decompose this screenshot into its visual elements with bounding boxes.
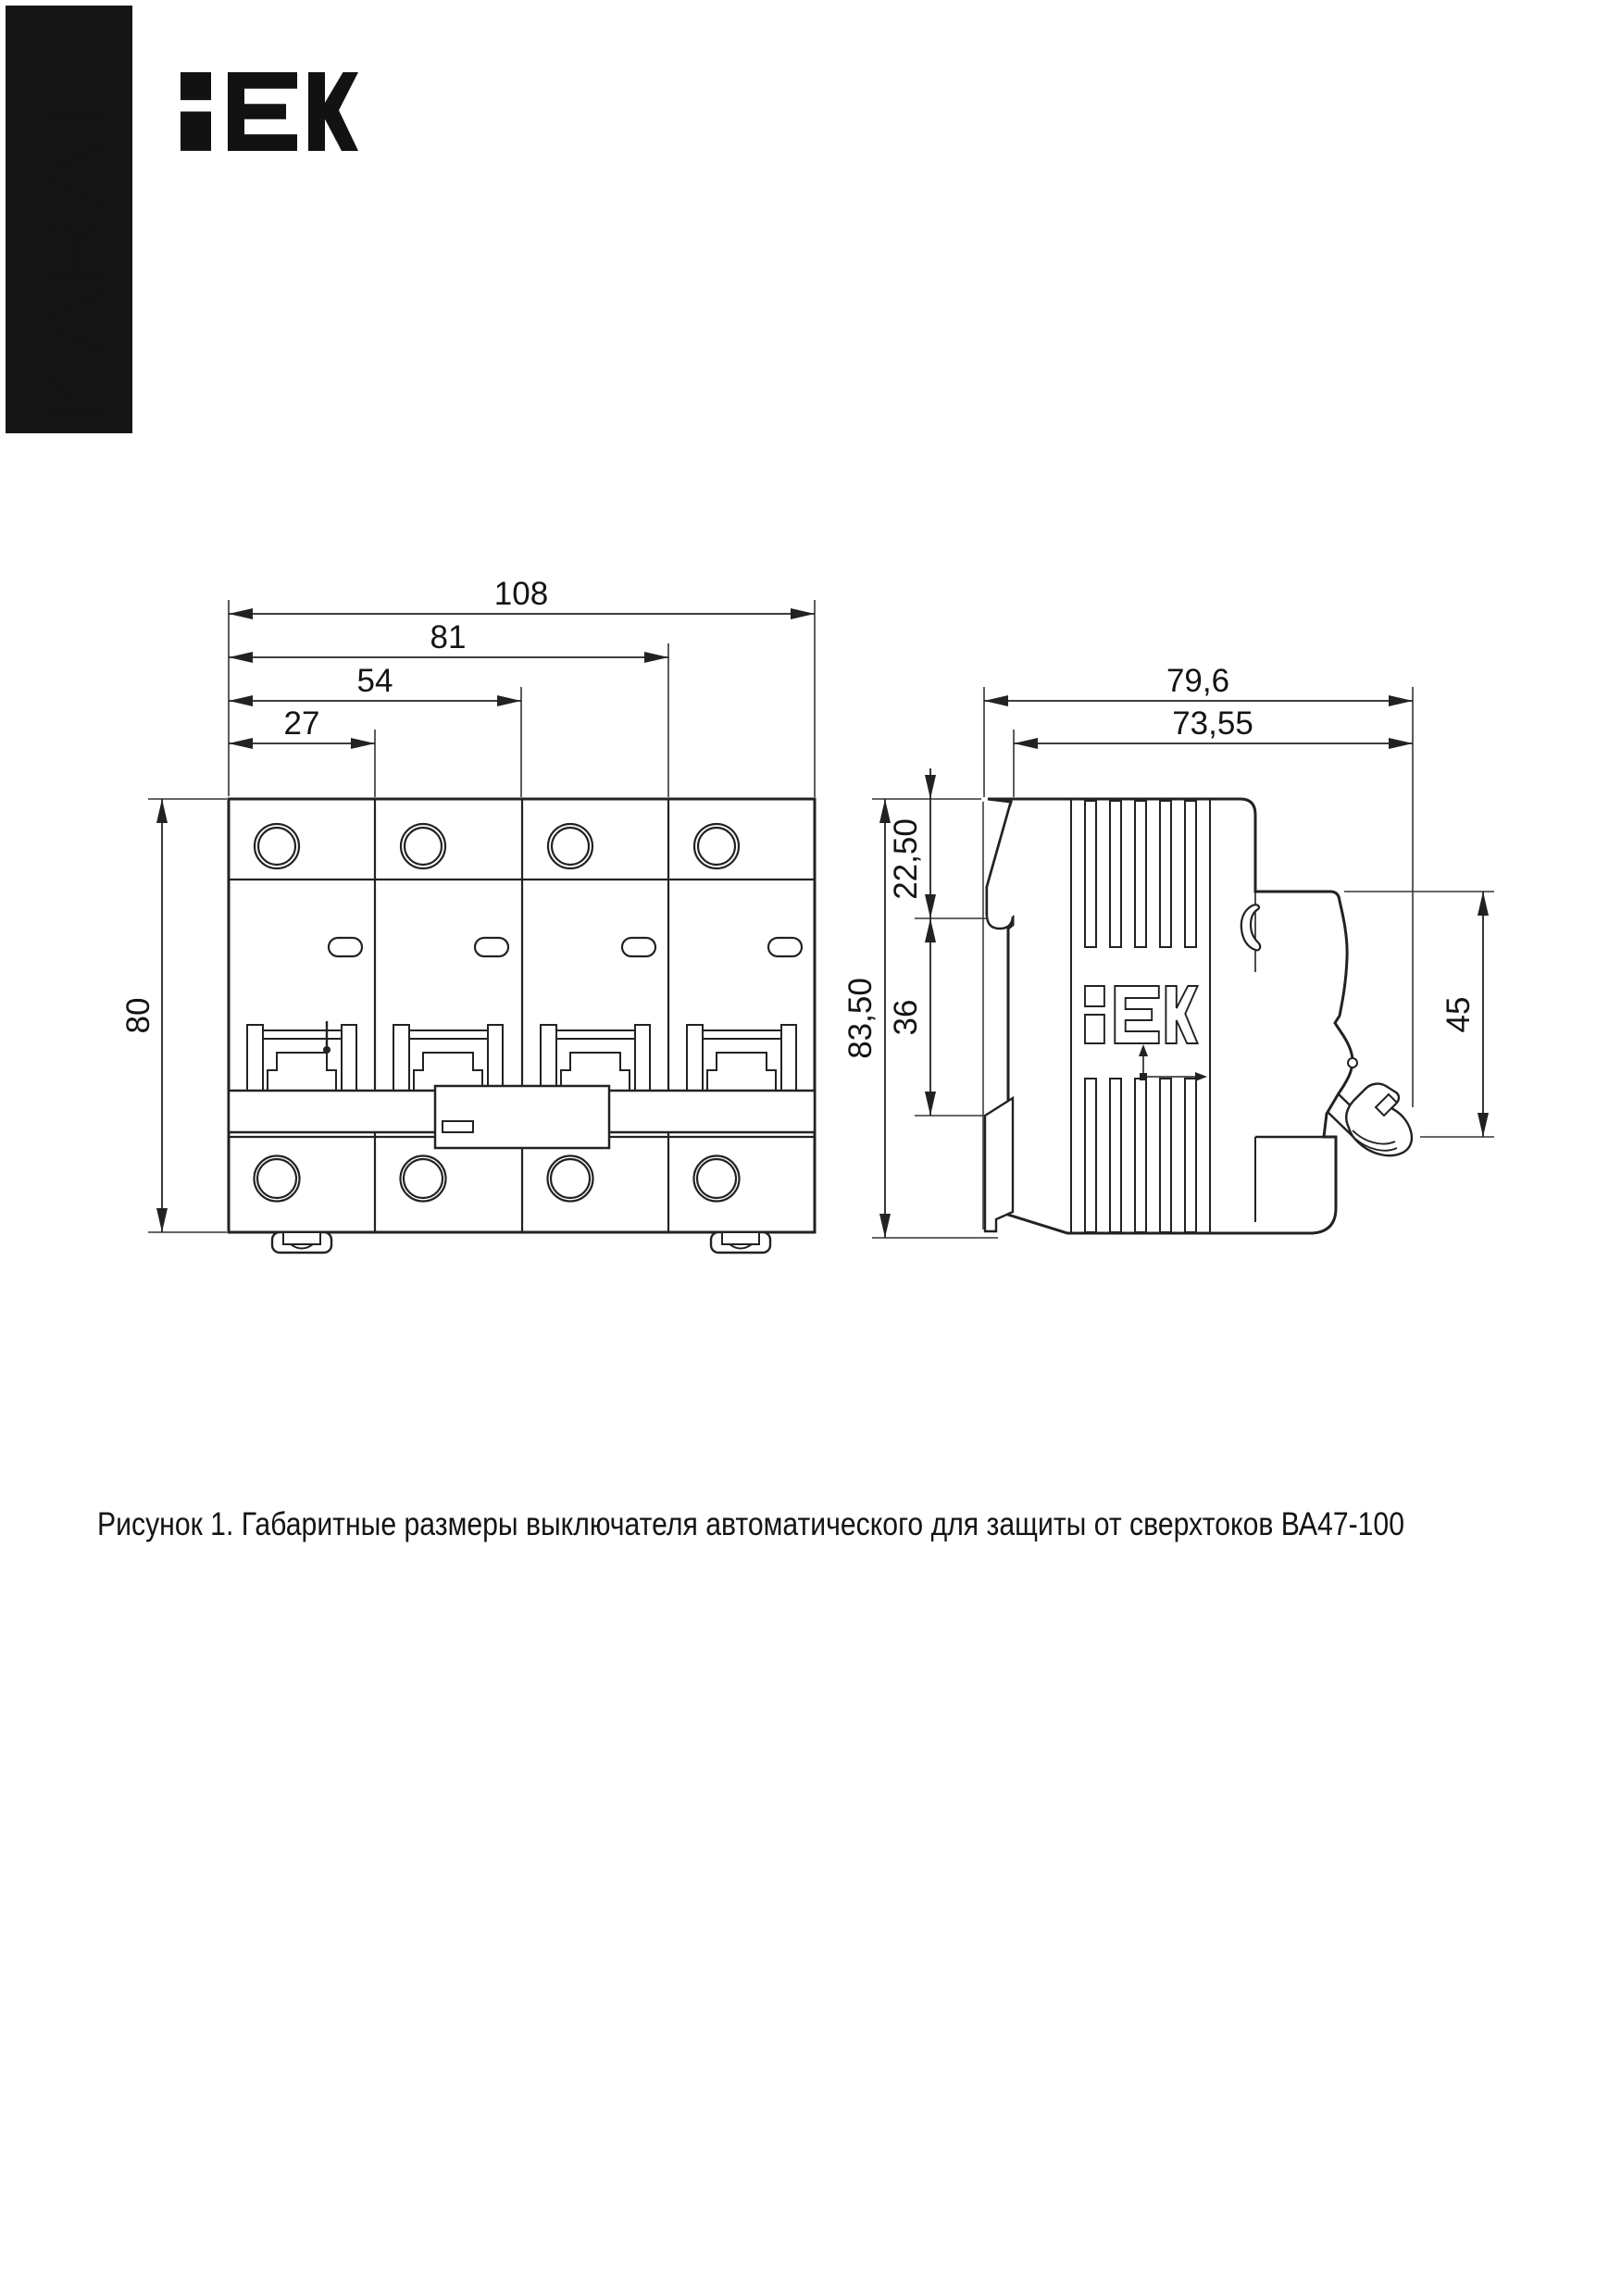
dim-front-width-total: 108	[493, 576, 549, 612]
dim-side-top-to-rail: 22,50	[888, 818, 924, 900]
side-view-drawing	[983, 799, 1412, 1233]
dim-front-width-one: 27	[283, 705, 320, 742]
dim-side-rail-zone: 36	[888, 999, 924, 1036]
front-view-drawing	[229, 799, 815, 1253]
karat-label: KARAT	[24, 138, 123, 428]
din-clip-left	[272, 1232, 331, 1253]
dim-side-front-zone: 45	[1440, 996, 1477, 1033]
dim-front-width-two: 54	[356, 663, 393, 699]
dim-front-height: 80	[120, 997, 156, 1034]
dim-side-depth-body: 73,55	[1172, 705, 1253, 742]
dim-front-width-three: 81	[430, 619, 467, 655]
din-claw-lower	[985, 1098, 1013, 1231]
iek-logo-header	[181, 72, 358, 151]
dim-side-depth-total: 79,6	[1166, 663, 1230, 699]
karat-banner	[6, 6, 132, 433]
figure-caption: Рисунок 1. Габаритные размеры выключателя автоматического для защиты от сверхтоков ВА47-100	[97, 1506, 1404, 1542]
tie-bar-latch	[443, 1121, 473, 1132]
din-clip-right	[711, 1232, 770, 1253]
side-view-outline	[987, 799, 1353, 1233]
dim-side-height-total: 83,50	[842, 978, 879, 1059]
handle-tie-bar-center-block	[435, 1086, 609, 1148]
toggle-handle	[1328, 1084, 1412, 1156]
handle-pivot-hole	[1348, 1058, 1357, 1067]
din-claw-upper	[987, 802, 1013, 929]
